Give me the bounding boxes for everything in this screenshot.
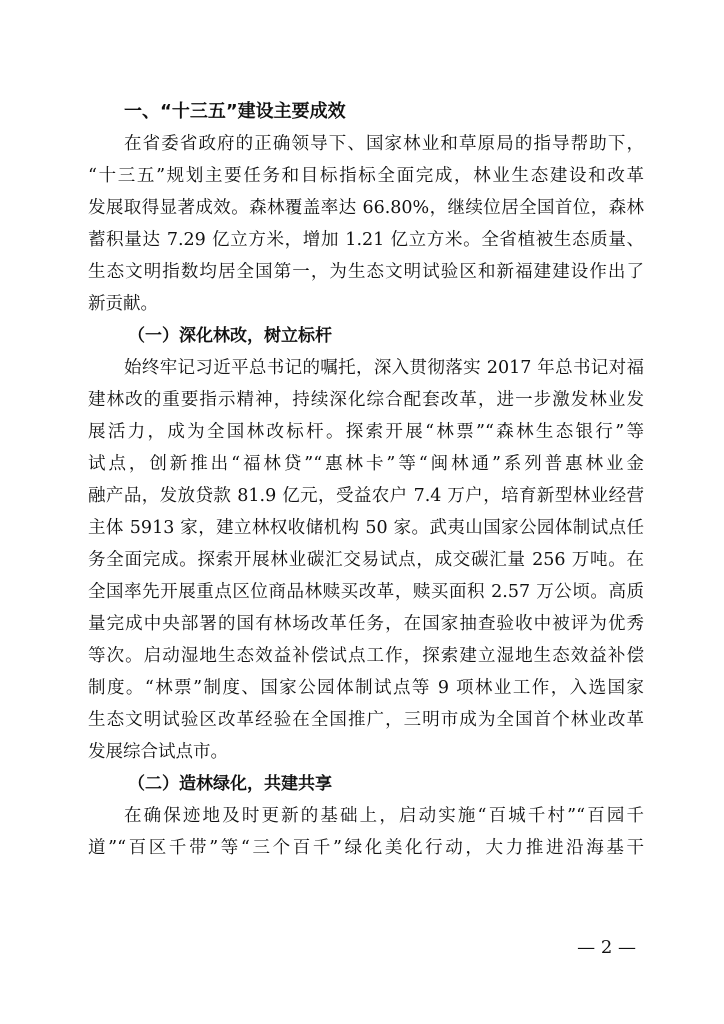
paragraph-line: 生态文明试验区改革经验在全国推广，三明市成为全国首个林业改革 [88,710,644,730]
paragraph-line: 建林改的重要指示精神，持续深化综合配套改革，进一步激发林业发 [88,390,644,410]
paragraph-line: 展活力，成为全国林改标杆。探索开展“林票”“森林生态银行”等 [88,422,644,442]
paragraph-line: 蓄积量达 7.29 亿立方米，增加 1.21 亿立方米。全省植被生态质量、 [88,230,644,250]
paragraph-line: 主体 5913 家，建立林权收储机构 50 家。武夷山国家公园体制试点任 [88,518,644,538]
paragraph-line: 始终牢记习近平总书记的嘱托，深入贯彻落实 2017 年总书记对福 [124,358,644,378]
paragraph-line: 道”“百区千带”等“三个百千”绿化美化行动，大力推进沿海基干 [88,838,644,858]
paragraph-line: 制度。“林票”制度、国家公园体制试点等 9 项林业工作，入选国家 [88,678,644,698]
paragraph-line: 量完成中央部署的国有林场改革任务，在国家抽查验收中被评为优秀 [88,614,644,634]
page-number: — 2 — [577,937,636,958]
paragraph-line: 在确保迹地及时更新的基础上，启动实施“百城千村”“百园千 [124,806,644,826]
subsection-heading: （一）深化林改，树立标杆 [128,326,332,346]
paragraph-line: 发展综合试点市。 [88,742,228,762]
section-heading: 一、“十三五”建设主要成效 [124,101,346,122]
paragraph-line: “十三五”规划主要任务和目标指标全面完成，林业生态建设和改革 [88,166,644,186]
subsection-paragraph [88,352,644,768]
subsection-paragraph [88,800,644,864]
section-paragraph [88,128,644,320]
paragraph-line: 试点，创新推出“福林贷”“惠林卡”等“闽林通”系列普惠林业金 [88,454,644,474]
paragraph-line: 在省委省政府的正确领导下、国家林业和草原局的指导帮助下， [124,134,644,154]
paragraph-line: 发展取得显著成效。森林覆盖率达 66.80%，继续位居全国首位，森林 [88,198,644,218]
paragraph-line: 全国率先开展重点区位商品林赎买改革，赎买面积 2.57 万公顷。高质 [88,582,644,602]
paragraph-line: 生态文明指数均居全国第一，为生态文明试验区和新福建建设作出了 [88,262,644,282]
paragraph-line: 等次。启动湿地生态效益补偿试点工作，探索建立湿地生态效益补偿 [88,646,644,666]
paragraph-line: 新贡献。 [88,294,158,314]
document-body [88,96,644,864]
paragraph-line: 务全面完成。探索开展林业碳汇交易试点，成交碳汇量 256 万吨。在 [88,550,644,570]
subsection-heading: （二）造林绿化，共建共享 [128,774,332,794]
paragraph-line: 融产品，发放贷款 81.9 亿元，受益农户 7.4 万户，培育新型林业经营 [88,486,644,506]
